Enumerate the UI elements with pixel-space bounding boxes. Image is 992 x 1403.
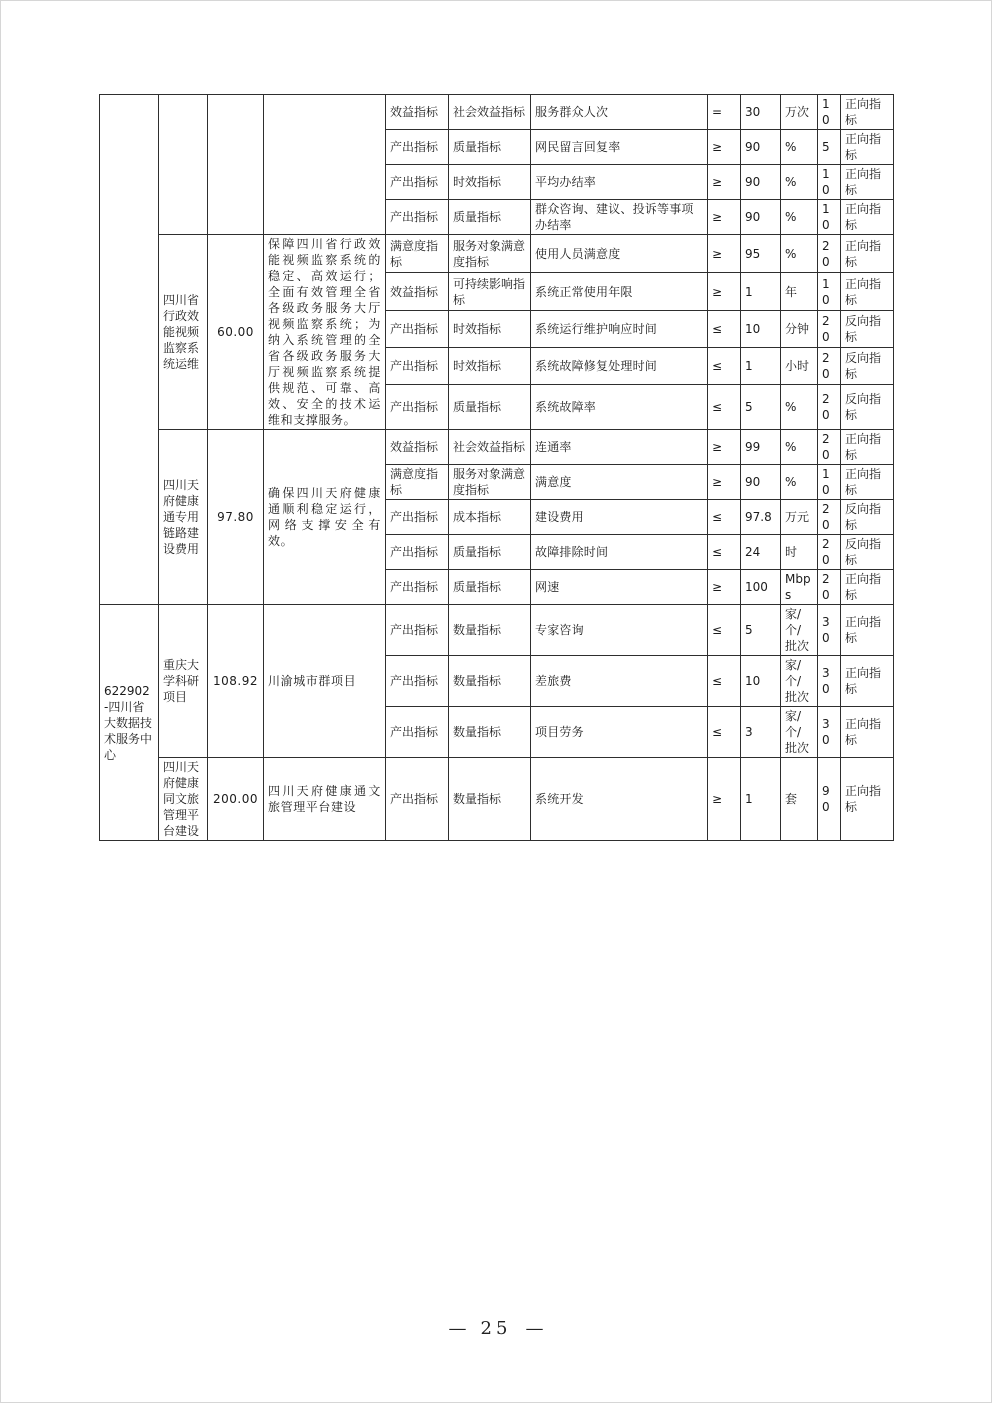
- indicator-weight-cell: 10: [818, 273, 841, 310]
- indicator-value-cell: 95: [741, 235, 781, 273]
- unit-code-cell: [100, 95, 159, 605]
- indicator-weight-cell: 30: [818, 707, 841, 758]
- indicator-value-cell: 30: [741, 95, 781, 130]
- indicator-value-cell: 99: [741, 430, 781, 465]
- indicator-category-cell: 产出指标: [386, 200, 449, 235]
- indicator-subtype-cell: 数量指标: [449, 605, 531, 656]
- indicator-direction-cell: 正向指标: [841, 707, 894, 758]
- indicator-name-cell: 系统开发: [531, 758, 708, 841]
- indicator-name-cell: 群众咨询、建议、投诉等事项办结率: [531, 200, 708, 235]
- indicator-direction-cell: 正向指标: [841, 758, 894, 841]
- indicator-subtype-cell: 服务对象满意度指标: [449, 235, 531, 273]
- indicator-unit-cell: %: [781, 165, 818, 200]
- indicator-weight-cell: 30: [818, 656, 841, 707]
- indicator-subtype-cell: 数量指标: [449, 656, 531, 707]
- indicator-unit-cell: %: [781, 465, 818, 500]
- indicator-unit-cell: 年: [781, 273, 818, 310]
- indicator-row: [100, 95, 894, 130]
- indicator-direction-cell: 正向指标: [841, 165, 894, 200]
- footer-dash-right: —: [525, 1318, 544, 1339]
- indicator-subtype-cell: 时效指标: [449, 310, 531, 347]
- indicator-unit-cell: %: [781, 200, 818, 235]
- indicator-direction-cell: 正向指标: [841, 130, 894, 165]
- indicator-operator-cell: ≥: [708, 130, 741, 165]
- indicator-unit-cell: 万元: [781, 500, 818, 535]
- indicator-category-cell: 效益指标: [386, 273, 449, 310]
- indicator-name-cell: 故障排除时间: [531, 535, 708, 570]
- indicator-category-cell: 产出指标: [386, 605, 449, 656]
- indicator-category-cell: 产出指标: [386, 385, 449, 430]
- indicator-weight-cell: 20: [818, 235, 841, 273]
- indicator-value-cell: 1: [741, 273, 781, 310]
- project-name-cell: 四川天府健康通专用链路建设费用: [159, 430, 208, 605]
- indicator-subtype-cell: 质量指标: [449, 385, 531, 430]
- indicator-direction-cell: 反向指标: [841, 385, 894, 430]
- indicator-category-cell: 产出指标: [386, 535, 449, 570]
- indicator-weight-cell: 20: [818, 570, 841, 605]
- indicator-category-cell: 效益指标: [386, 95, 449, 130]
- indicator-name-cell: 系统正常使用年限: [531, 273, 708, 310]
- indicator-weight-cell: 20: [818, 310, 841, 347]
- project-description-cell: 确保四川天府健康通顺利稳定运行，网络支撑安全有效。: [264, 430, 386, 605]
- indicator-operator-cell: ≤: [708, 707, 741, 758]
- indicator-operator-cell: ≤: [708, 347, 741, 384]
- indicator-direction-cell: 正向指标: [841, 235, 894, 273]
- indicator-operator-cell: ≤: [708, 310, 741, 347]
- indicator-operator-cell: ≤: [708, 500, 741, 535]
- indicator-value-cell: 90: [741, 165, 781, 200]
- indicator-category-cell: 产出指标: [386, 347, 449, 384]
- indicator-operator-cell: ≥: [708, 273, 741, 310]
- indicator-operator-cell: ≥: [708, 235, 741, 273]
- indicator-value-cell: 100: [741, 570, 781, 605]
- indicator-operator-cell: ≥: [708, 758, 741, 841]
- project-description-cell: 四川天府健康通文旅管理平台建设: [264, 758, 386, 841]
- indicator-name-cell: 网速: [531, 570, 708, 605]
- indicator-unit-cell: %: [781, 430, 818, 465]
- indicator-operator-cell: =: [708, 95, 741, 130]
- indicator-direction-cell: 正向指标: [841, 656, 894, 707]
- indicator-subtype-cell: 质量指标: [449, 535, 531, 570]
- indicator-direction-cell: 反向指标: [841, 500, 894, 535]
- indicator-name-cell: 满意度: [531, 465, 708, 500]
- indicator-value-cell: 90: [741, 200, 781, 235]
- indicator-row: [100, 758, 894, 841]
- indicator-direction-cell: 正向指标: [841, 465, 894, 500]
- indicator-category-cell: 产出指标: [386, 165, 449, 200]
- indicator-name-cell: 使用人员满意度: [531, 235, 708, 273]
- project-amount-cell: 97.80: [208, 430, 264, 605]
- indicator-direction-cell: 反向指标: [841, 347, 894, 384]
- indicator-unit-cell: Mbps: [781, 570, 818, 605]
- indicator-weight-cell: 10: [818, 200, 841, 235]
- project-name-cell: [159, 95, 208, 235]
- indicator-name-cell: 差旅费: [531, 656, 708, 707]
- indicator-weight-cell: 20: [818, 500, 841, 535]
- indicator-subtype-cell: 时效指标: [449, 347, 531, 384]
- indicator-subtype-cell: 社会效益指标: [449, 430, 531, 465]
- page-footer: [0, 1318, 992, 1339]
- indicator-category-cell: 产出指标: [386, 130, 449, 165]
- indicator-unit-cell: 家/个/批次: [781, 707, 818, 758]
- indicator-value-cell: 5: [741, 605, 781, 656]
- project-name-cell: 四川省行政效能视频监察系统运维: [159, 235, 208, 430]
- indicator-value-cell: 90: [741, 465, 781, 500]
- indicator-name-cell: 系统故障修复处理时间: [531, 347, 708, 384]
- indicator-category-cell: 产出指标: [386, 500, 449, 535]
- indicator-operator-cell: ≥: [708, 200, 741, 235]
- indicator-weight-cell: 20: [818, 535, 841, 570]
- indicator-value-cell: 24: [741, 535, 781, 570]
- project-description-cell: 保障四川省行政效能视频监察系统的稳定、高效运行；全面有效管理全省各级政务服务大厅视频监察系统；为纳入系统管理的全省各级政务服务大厅视频监察系统提供规范、可靠、高效、安全的技术运维和支撑服务。: [264, 235, 386, 430]
- indicator-weight-cell: 20: [818, 385, 841, 430]
- indicator-operator-cell: ≤: [708, 385, 741, 430]
- indicator-row: [100, 430, 894, 465]
- indicator-operator-cell: ≤: [708, 656, 741, 707]
- indicator-value-cell: 10: [741, 310, 781, 347]
- project-amount-cell: 108.92: [208, 605, 264, 758]
- project-description-cell: 川渝城市群项目: [264, 605, 386, 758]
- indicator-subtype-cell: 成本指标: [449, 500, 531, 535]
- indicator-unit-cell: 家/个/批次: [781, 605, 818, 656]
- indicator-subtype-cell: 数量指标: [449, 758, 531, 841]
- indicator-subtype-cell: 可持续影响指标: [449, 273, 531, 310]
- indicator-category-cell: 产出指标: [386, 570, 449, 605]
- indicator-weight-cell: 20: [818, 347, 841, 384]
- indicator-direction-cell: 正向指标: [841, 430, 894, 465]
- indicator-direction-cell: 正向指标: [841, 570, 894, 605]
- project-amount-cell: 60.00: [208, 235, 264, 430]
- indicator-operator-cell: ≥: [708, 165, 741, 200]
- indicator-unit-cell: %: [781, 130, 818, 165]
- indicator-category-cell: 满意度指标: [386, 465, 449, 500]
- indicator-subtype-cell: 质量指标: [449, 570, 531, 605]
- performance-indicator-table: [99, 94, 894, 841]
- indicator-value-cell: 90: [741, 130, 781, 165]
- indicator-category-cell: 产出指标: [386, 707, 449, 758]
- indicator-category-cell: 满意度指标: [386, 235, 449, 273]
- unit-code-cell: 622902-四川省大数据技术服务中心: [100, 605, 159, 841]
- indicator-name-cell: 连通率: [531, 430, 708, 465]
- indicator-category-cell: 产出指标: [386, 310, 449, 347]
- indicator-weight-cell: 10: [818, 165, 841, 200]
- indicator-category-cell: 效益指标: [386, 430, 449, 465]
- indicator-direction-cell: 正向指标: [841, 95, 894, 130]
- project-description-cell: [264, 95, 386, 235]
- indicator-direction-cell: 反向指标: [841, 310, 894, 347]
- indicator-unit-cell: 分钟: [781, 310, 818, 347]
- indicator-direction-cell: 正向指标: [841, 605, 894, 656]
- page-number: 25: [480, 1318, 512, 1339]
- indicator-subtype-cell: 服务对象满意度指标: [449, 465, 531, 500]
- indicator-weight-cell: 10: [818, 95, 841, 130]
- indicator-operator-cell: ≥: [708, 465, 741, 500]
- project-amount-cell: 200.00: [208, 758, 264, 841]
- indicator-category-cell: 产出指标: [386, 758, 449, 841]
- indicator-category-cell: 产出指标: [386, 656, 449, 707]
- footer-dash-left: —: [448, 1318, 467, 1339]
- indicator-value-cell: 1: [741, 347, 781, 384]
- indicator-weight-cell: 30: [818, 605, 841, 656]
- indicator-unit-cell: %: [781, 235, 818, 273]
- indicator-unit-cell: 家/个/批次: [781, 656, 818, 707]
- indicator-direction-cell: 正向指标: [841, 273, 894, 310]
- indicator-name-cell: 系统故障率: [531, 385, 708, 430]
- indicator-subtype-cell: 质量指标: [449, 130, 531, 165]
- indicator-value-cell: 1: [741, 758, 781, 841]
- indicator-operator-cell: ≤: [708, 535, 741, 570]
- indicator-value-cell: 10: [741, 656, 781, 707]
- indicator-direction-cell: 反向指标: [841, 535, 894, 570]
- indicator-operator-cell: ≥: [708, 570, 741, 605]
- project-name-cell: 四川天府健康同文旅管理平台建设: [159, 758, 208, 841]
- indicator-name-cell: 服务群众人次: [531, 95, 708, 130]
- indicator-name-cell: 系统运行维护响应时间: [531, 310, 708, 347]
- indicator-name-cell: 项目劳务: [531, 707, 708, 758]
- indicator-weight-cell: 90: [818, 758, 841, 841]
- indicator-subtype-cell: 质量指标: [449, 200, 531, 235]
- indicator-subtype-cell: 社会效益指标: [449, 95, 531, 130]
- indicator-operator-cell: ≤: [708, 605, 741, 656]
- indicator-unit-cell: 时: [781, 535, 818, 570]
- indicator-name-cell: 网民留言回复率: [531, 130, 708, 165]
- indicator-weight-cell: 10: [818, 465, 841, 500]
- indicator-operator-cell: ≥: [708, 430, 741, 465]
- indicator-value-cell: 5: [741, 385, 781, 430]
- indicator-row: [100, 235, 894, 273]
- indicator-name-cell: 建设费用: [531, 500, 708, 535]
- indicator-direction-cell: 正向指标: [841, 200, 894, 235]
- indicator-weight-cell: 5: [818, 130, 841, 165]
- project-amount-cell: [208, 95, 264, 235]
- indicator-value-cell: 3: [741, 707, 781, 758]
- project-name-cell: 重庆大学科研项目: [159, 605, 208, 758]
- indicator-subtype-cell: 数量指标: [449, 707, 531, 758]
- indicator-name-cell: 平均办结率: [531, 165, 708, 200]
- indicator-unit-cell: 小时: [781, 347, 818, 384]
- indicator-name-cell: 专家咨询: [531, 605, 708, 656]
- indicator-unit-cell: 套: [781, 758, 818, 841]
- indicator-unit-cell: %: [781, 385, 818, 430]
- indicator-subtype-cell: 时效指标: [449, 165, 531, 200]
- indicator-weight-cell: 20: [818, 430, 841, 465]
- indicator-row: [100, 605, 894, 656]
- indicator-unit-cell: 万次: [781, 95, 818, 130]
- indicator-value-cell: 97.8: [741, 500, 781, 535]
